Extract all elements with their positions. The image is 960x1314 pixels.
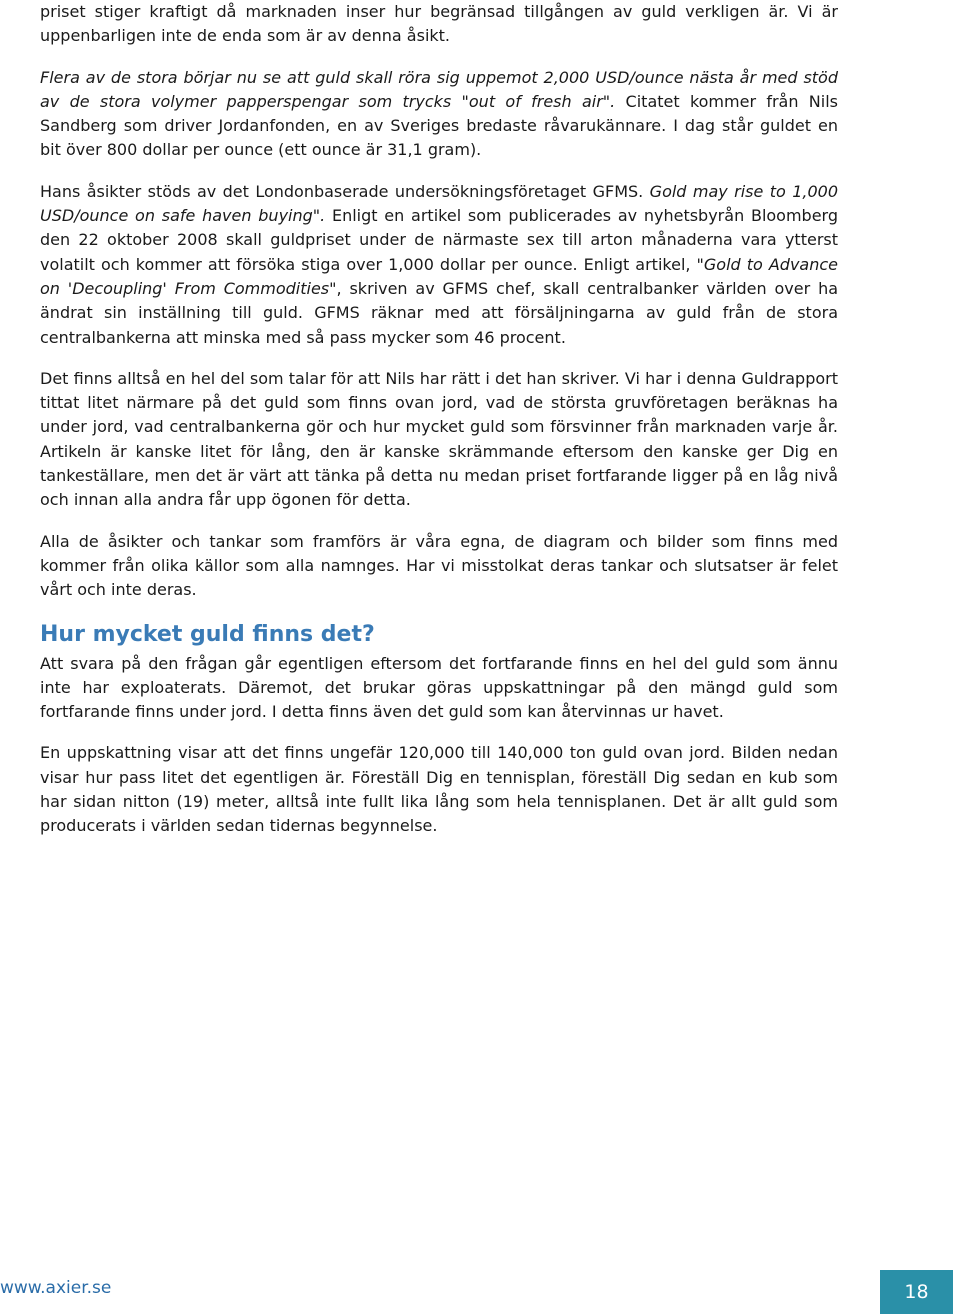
paragraph-2 (40, 66, 838, 163)
document-body (40, 0, 838, 856)
paragraph-7-text: En uppskattning visar att det finns ungefär 120,000 till 140,000 ton guld ovan jord. Bilden nedan visar hur pass litet det egentligen är. Föreställ Dig en tennisplan, föreställ Dig sedan en kub som har sidan nitton (19) meter, alltså inte fullt lika lång som hela tennisplanen. Det är allt guld som producerats i världen sedan tidernas begynnelse. (40, 743, 838, 836)
paragraph-1 (40, 0, 838, 49)
paragraph-1-text: priset stiger kraftigt då marknaden inser hur begränsad tillgången av guld verkligen är. Vi är uppenbarligen inte de enda som är av denna åsikt. (40, 2, 838, 46)
paragraph-3-quote-1: Gold may rise to 1,000 USD/ounce on safe haven buying". (40, 181, 839, 226)
page-number: 18 (904, 1281, 929, 1303)
paragraph-6 (40, 652, 838, 725)
paragraph-5 (40, 530, 838, 603)
paragraph-4 (40, 367, 838, 513)
footer-website-link[interactable]: www.axier.se (0, 1278, 112, 1298)
paragraph-3-text-a: Hans åsikter stöds av det Londonbaserade undersökningsföretaget GFMS. (40, 181, 650, 201)
paragraph-3 (40, 180, 838, 350)
paragraph-3-quote-2: Gold to Advance on 'Decoupling' From Commodities (40, 254, 839, 298)
paragraph-3-text-b: Enligt en artikel som publicerades av nyhetsbyrån Bloomberg den 22 oktober 2008 skall guldpriset under de närmaste sex till arton månaderna vara ytterst volatilt och kommer att försöka stiga over 1,000 dollar per ounce. Enligt artikel, " (40, 206, 838, 274)
page-number-badge (880, 1270, 953, 1314)
paragraph-4-text: Det finns alltså en hel del som talar för att Nils har rätt i det han skriver. Vi har i denna Guldrapport tittat litet närmare på det guld som finns ovan jord, vad de största gruvföretagen beräknas ha under jord, vad centralbankerna gör och hur mycket guld som försvinner från marknaden varje år. Artikeln är kanske litet för lång, den är kanske skrämmande eftersom den kanske ger Dig en tankeställare, men det är värt att tänka på detta nu medan priset fortfarande ligger på en låg nivå och innan alla andra får upp ögonen för detta. (40, 368, 838, 510)
paragraph-7 (40, 741, 838, 838)
section-heading: Hur mycket guld finns det? (40, 621, 375, 647)
paragraph-5-text: Alla de åsikter och tankar som framförs är våra egna, de diagram och bilder som finns med kommer från olika källor som alla namnges. Har vi misstolkat deras tankar och slutsatser är felet vårt och inte deras. (40, 531, 838, 600)
paragraph-3-text-c: ", skriven av GFMS chef, skall centralbanker världen over ha ändrat sin inställning till guld. GFMS räknar med att försäljningarna av guld från de stora centralbankerna att minska med så pass mycker som 46 procent. (40, 278, 839, 347)
paragraph-2-quote: Flera av de stora börjar nu se att guld skall röra sig uppemot 2,000 USD/ounce nästa år med stöd av de stora volymer papperspengar som trycks "out of fresh air". (40, 67, 838, 111)
paragraph-6-text: Att svara på den frågan går egentligen eftersom det fortfarande finns en hel del guld som ännu inte har exploaterats. Däremot, det brukar göras uppskattningar på den mängd guld som fortfarande finns under jord. I detta finns även det guld som kan återvinnas ur havet. (40, 653, 838, 722)
paragraph-2-text: Citatet kommer från Nils Sandberg som driver Jordanfonden, en av Sveriges bredaste råvarukännare. I dag står guldet en bit över 800 dollar per ounce (ett ounce är 31,1 gram). (40, 91, 838, 160)
